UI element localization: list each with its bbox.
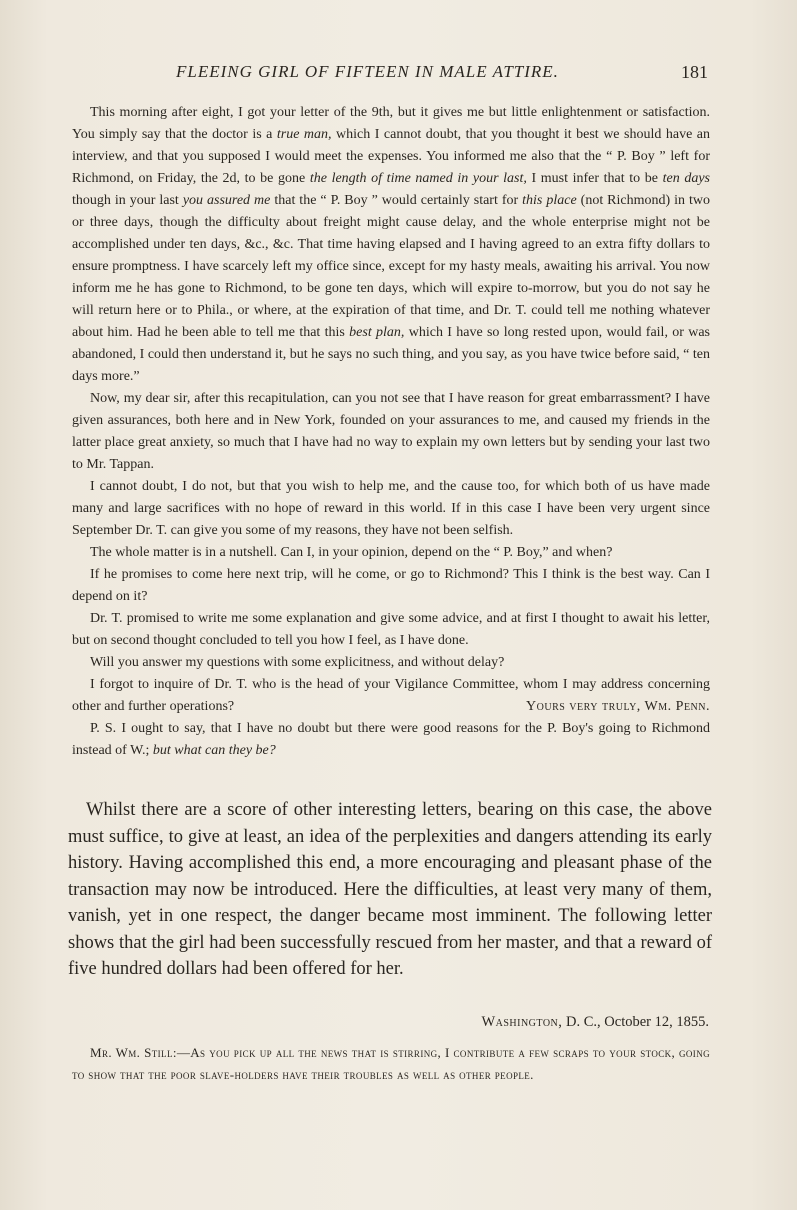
running-title: FLEEING GIRL OF FIFTEEN IN MALE ATTIRE.	[176, 62, 559, 81]
italic-text: true man,	[276, 127, 332, 142]
italic-text: ten days	[662, 171, 711, 186]
dateline-date: D. C., October 12, 1855.	[562, 1014, 709, 1030]
letter-paragraph: The whole matter is in a nutshell. Can I, in your opinion, depend on the “ P. Boy,” and when?	[90, 545, 613, 560]
letter-paragraph: Will you answer my questions with some explicitness, and without delay?	[90, 655, 505, 670]
signature: Yours very truly, Wm. Penn.	[526, 699, 710, 714]
letter-closing	[72, 674, 710, 718]
dateline	[481, 1014, 709, 1031]
letter-paragraph: Dr. T. promised to write me some explanation and give some advice, and at first I thought to await his letter, but on second thought concluded to tell you how I feel, as I have done.	[72, 611, 710, 648]
page-header	[88, 62, 708, 86]
italic-text: best plan,	[349, 325, 405, 340]
letter-paragraph: Now, my dear sir, after this recapitulation, can you not see that I have reason for great embarrassment? I have given assurances, both here and in New York, founded on your assurances to me, and caused my friends in the latter place great anxiety, so much that I have had no way to explain my own letters but by sending your last two to Mr. Tappan.	[72, 391, 710, 472]
letter-paragraph: I cannot doubt, I do not, but that you wish to help me, and the cause too, for which both of us have made many and large sacrifices with no hope of reward in this world. If in this case I have been very urgent since September Dr. T. can give you some of my reasons, they have not been selfish.	[72, 479, 710, 538]
dateline-place: Washington,	[481, 1014, 563, 1030]
quoted-letter	[72, 102, 710, 762]
italic-text: but what can they be?	[152, 743, 276, 758]
narrative-paragraph: Whilst there are a score of other interesting letters, bearing on this case, the above must suffice, to give at least, an idea of the perplexities and dangers attending its early history. Having accomplished this end, a more encouraging and pleasant phase of the transaction may now be introduced. Here the difficulties, at least very many of them, vanish, yet in one respect, the danger became most imminent. The following letter shows that the girl had been successfully rescued from her master, and that a reward of five hundred dollars had been offered for her.	[68, 800, 712, 979]
postscript: P. S. I ought to say, that I have no doubt but there were good reasons for the P. Boy's going to Richmond instead of W.; but what can they be?	[72, 721, 710, 758]
letter-paragraph: If he promises to come here next trip, will he come, or go to Richmond? This I think is the best way. Can I depend on it?	[72, 567, 710, 604]
letter-paragraph: This morning after eight, I got your letter of the 9th, but it gives me but little enlightenment or satisfaction. You simply say that the doctor is a true man, which I cannot doubt, that you thought it best we should have an interview, and that you supposed I would meet the expenses. You informed me also that the “ P. Boy ” left for Richmond, on Friday, the 2d, to be gone the length of time named in your last, I must infer that to be ten days though in your last you assured me that the “ P. Boy ” would certainly start for this place (not Richmond) in two or three days, though the difficulty about freight might cause delay, and the whole enterprise might not be accomplished under ten days, &c., &c. That time having elapsed and I having agreed to an extra fifty dollars to ensure promptness. I have scarcely left my office since, except for my hasty meals, awaiting his arrival. You now inform me he has gone to Richmond, to be gone ten days, which will expire to-morrow, but you do not say he will return here or to Phila., or where, at the expiration of that time, and Dr. T. could tell me nothing whatever about him. Had he been able to tell me that this best plan, which I have so long rested upon, would fail, or was abandoned, I could then understand it, but he says no such thing, and you say, as you have twice before said, “ ten days more.”	[72, 105, 711, 384]
closing-text: I forgot to inquire of Dr. T. who is the head of your Vigilance Committee, whom I may address concerning other and further operations?	[72, 677, 710, 714]
italic-text: the length of time named in your last,	[309, 171, 527, 186]
italic-text: you assured me	[182, 193, 271, 208]
page-number: 181	[681, 62, 708, 82]
narrative-text	[68, 797, 712, 983]
second-letter-paragraph: Mr. Wm. Still:—As you pick up all the news that is stirring, I contribute a few scraps to your stock, going to show that the poor slave-holders have their troubles as well as other people.	[72, 1045, 710, 1082]
second-letter	[72, 1042, 710, 1086]
italic-text: this place	[522, 193, 577, 208]
